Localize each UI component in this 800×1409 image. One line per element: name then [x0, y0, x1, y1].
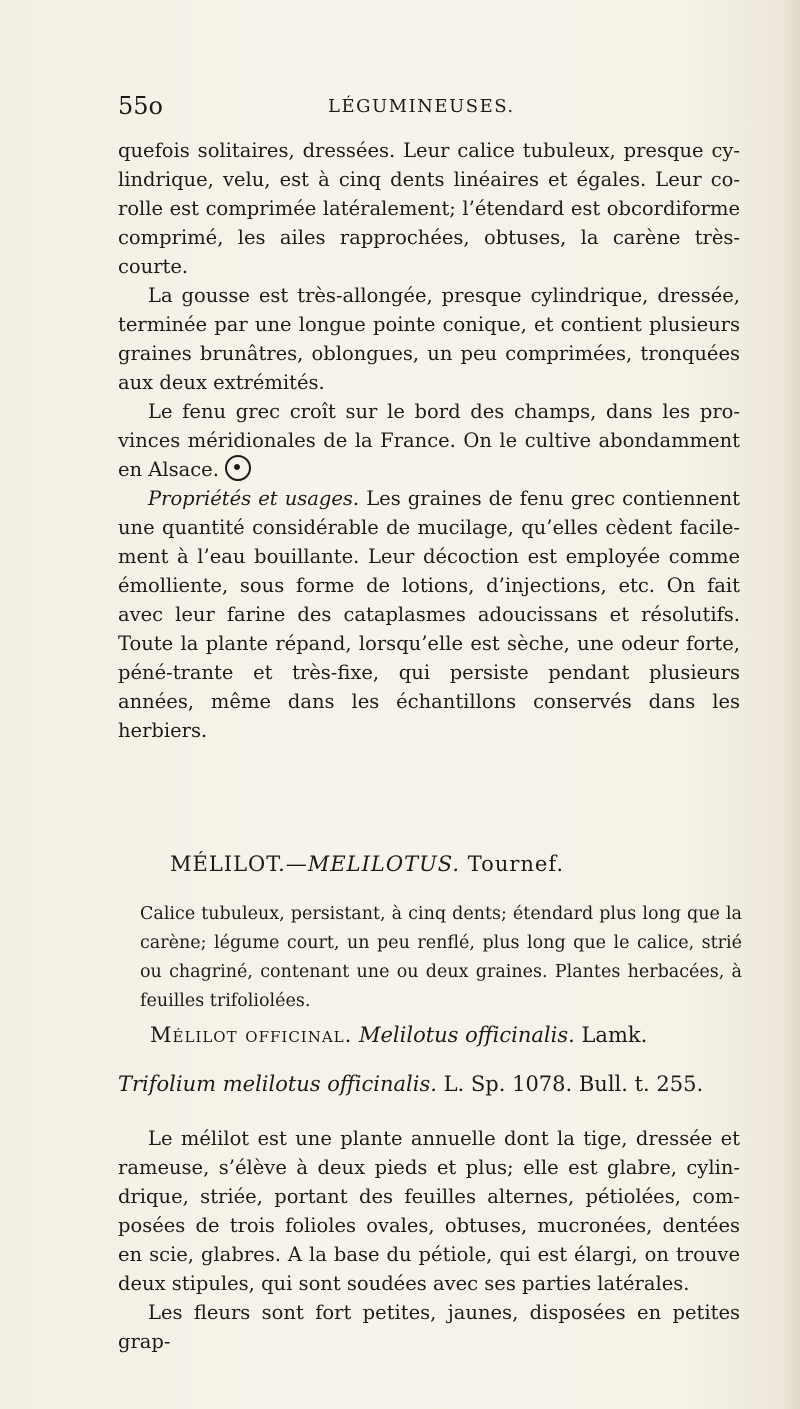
species-synonym: [118, 1072, 703, 1096]
genus-name: MÉLILOT.: [170, 852, 286, 876]
page-header: [118, 92, 738, 122]
genus-description: Calice tubuleux, persistant, à cinq dents; étendard plus long que la carène; légume court, un peu renflé, plus long que le calice, strié ou chagriné, contenant une ou deux graines. Plantes herbacées, à feuilles trifoliolées.: [140, 904, 742, 1011]
species-heading: [150, 1023, 647, 1047]
species-flowers-paragraph: Les fleurs sont fort petites, jaunes, disposées en petites grap-: [118, 1301, 740, 1353]
perennial-symbol-icon: [225, 455, 251, 481]
habitat-text: Le fenu grec croît sur le bord des champs, dans les pro-vinces méridionales de la France. On le cultive abondamment en Alsace.: [118, 400, 740, 481]
properties-lead: Propriétés et usages.: [148, 487, 360, 510]
genus-latin-name: MELILOTUS.: [307, 852, 461, 876]
paragraph-calice: quefois solitaires, dressées. Leur calice tubuleux, presque cy-lindrique, velu, est à cinq dents linéaires et égales. Leur co-rolle est comprimée latéralement; l’étendard est obcordiforme comprimé, les ailes rapprochées, obtuses, la carène très-courte.: [118, 139, 740, 278]
main-text-block: [118, 136, 740, 745]
species-latin-name: Melilotus officinalis.: [359, 1023, 575, 1047]
running-head: LÉGUMINEUSES.: [328, 96, 515, 117]
species-description: [118, 1124, 740, 1356]
properties-text: Les graines de fenu grec contiennent une quantité considérable de mucilage, qu’elles cèdent facile-ment à l’eau bouillante. Leur décoction est employée comme émolliente, sous forme de lotions, d’injections, etc. On fait avec leur farine des cataplasmes adoucissans et résolutifs. Toute la plante répand, lorsqu’elle est sèche, une odeur forte, péné-trante et très-fixe, qui persiste pendant plusieurs années, même dans les échantillons conservés dans les herbiers.: [118, 487, 740, 742]
genus-author: Tournef.: [467, 852, 565, 876]
synonym-latin-name: Trifolium melilotus officinalis.: [118, 1072, 437, 1096]
page-edge-shadow: [782, 0, 800, 1409]
species-description-paragraph: Le mélilot est une plante annuelle dont la tige, dressée et rameuse, s’élève à deux pieds et plus; elle est glabre, cylin-drique, striée, portant des feuilles alternes, pétiolées, com-posées de trois folioles ovales, obtuses, mucronées, dentées en scie, glabres. A la base du pétiole, qui est élargi, on trouve deux stipules, qui sont soudées avec ses parties latérales.: [118, 1127, 740, 1295]
synonym-references: L. Sp. 1078. Bull. t. 255.: [443, 1072, 704, 1096]
paragraph-properties: [118, 484, 740, 745]
species-author: Lamk.: [581, 1023, 648, 1047]
paragraph-gousse: La gousse est très-allongée, presque cylindrique, dressée, terminée par une longue pointe conique, et contient plusieurs graines brunâtres, oblongues, un peu comprimées, tronquées aux deux extrémités.: [118, 284, 740, 394]
paragraph-habitat: [118, 397, 740, 484]
page-number: 55o: [118, 92, 163, 120]
genus-heading: [170, 852, 564, 876]
species-name: Mélilot officinal.: [150, 1023, 353, 1047]
genus-dash: —: [285, 852, 308, 876]
